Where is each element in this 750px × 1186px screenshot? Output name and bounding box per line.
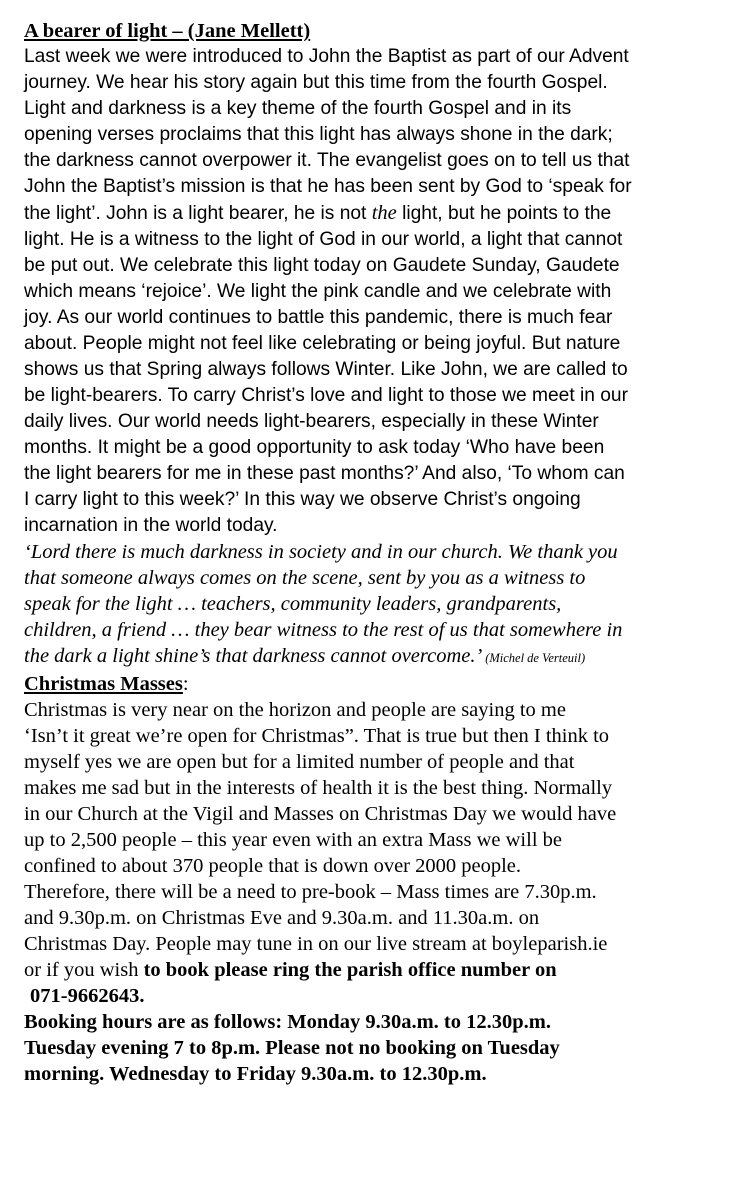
booking-instruction: to book please ring the parish office number on — [143, 959, 557, 981]
article-line-start: the light’. John is a light bearer, he is not — [24, 203, 372, 224]
quote-line: the dark a light shine’s that darkness cannot overcome.’ — [24, 645, 486, 667]
article-line-with-emphasis — [24, 200, 734, 227]
christmas-line: up to 2,500 people – this year even with an extra Mass we will be — [24, 829, 562, 851]
christmas-line: Christmas is very near on the horizon and people are saying to me — [24, 699, 566, 721]
booking-instruction-line — [24, 957, 734, 983]
booking-hours-line: Booking hours are as follows: Monday 9.30a.m. to 12.30p.m. — [24, 1011, 551, 1033]
article-line-end: light, but he points to the — [396, 203, 612, 224]
quote-line: speak for the light … teachers, community leaders, grandparents, — [24, 593, 562, 615]
article-title: A bearer of light – (Jane Mellett) — [24, 20, 311, 42]
article-body — [24, 44, 734, 539]
article-line: be light-bearers. To carry Christ’s love and light to those we meet in our — [24, 385, 628, 406]
christmas-line: in our Church at the Vigil and Masses on Christmas Day we would have — [24, 803, 617, 825]
article-line: incarnation in the world today. — [24, 515, 278, 536]
parish-phone-number: 071-9662643. — [30, 985, 145, 1007]
christmas-line: Christmas Day. People may tune in on our live stream at boyleparish.ie — [24, 933, 608, 955]
section-heading: Christmas Masses — [24, 673, 183, 695]
christmas-heading-line — [24, 671, 734, 697]
quote-line: children, a friend … they bear witness to the rest of us that somewhere in — [24, 619, 623, 641]
emphasized-word: the — [371, 202, 397, 224]
article-line: about. People might not feel like celebrating or being joyful. But nature — [24, 333, 621, 354]
christmas-line: Therefore, there will be a need to pre-book – Mass times are 7.30p.m. — [24, 881, 597, 903]
article-line: the light bearers for me in these past months?’ And also, ‘To whom can — [24, 463, 625, 484]
article-line: daily lives. Our world needs light-bearers, especially in these Winter — [24, 411, 599, 432]
bulletin-page — [24, 18, 734, 1087]
article-line: shows us that Spring always follows Winter. Like John, we are called to — [24, 359, 628, 380]
quote-line-last — [24, 643, 734, 671]
christmas-line: makes me sad but in the interests of health it is the best thing. Normally — [24, 777, 613, 799]
article-line: the darkness cannot overpower it. The evangelist goes on to tell us that — [24, 150, 630, 171]
article-line: be put out. We celebrate this light today on Gaudete Sunday, Gaudete — [24, 255, 620, 276]
quote-line: that someone always comes on the scene, sent by you as a witness to — [24, 567, 586, 589]
article-line: journey. We hear his story again but this time from the fourth Gospel. — [24, 72, 608, 93]
article-line: Light and darkness is a key theme of the fourth Gospel and in its — [24, 98, 572, 119]
article-line: which means ‘rejoice’. We light the pink candle and we celebrate with — [24, 281, 612, 302]
christmas-line: confined to about 370 people that is down over 2000 people. — [24, 855, 522, 877]
booking-hours-line: morning. Wednesday to Friday 9.30a.m. to 12.30p.m. — [24, 1063, 487, 1085]
article-line: Last week we were introduced to John the Baptist as part of our Advent — [24, 46, 629, 67]
christmas-section — [24, 671, 734, 1087]
quote-attribution: (Michel de Verteuil) — [485, 651, 586, 665]
article-line: I carry light to this week?’ In this way we observe Christ’s ongoing — [24, 489, 581, 510]
heading-colon: : — [182, 673, 189, 695]
article-line: joy. As our world continues to battle this pandemic, there is much fear — [24, 307, 613, 328]
christmas-line: ‘Isn’t it great we’re open for Christmas”. That is true but then I think to — [24, 725, 610, 747]
christmas-line: and 9.30p.m. on Christmas Eve and 9.30a.m. and 11.30a.m. on — [24, 907, 540, 929]
quote-line: ‘Lord there is much darkness in society and in our church. We thank you — [24, 541, 618, 563]
booking-hours-line: Tuesday evening 7 to 8p.m. Please not no booking on Tuesday — [24, 1037, 560, 1059]
article-line: light. He is a witness to the light of God in our world, a light that cannot — [24, 229, 623, 250]
article-line: months. It might be a good opportunity to ask today ‘Who have been — [24, 437, 605, 458]
booking-intro: or if you wish — [24, 959, 144, 981]
article-line: John the Baptist’s mission is that he has been sent by God to ‘speak for — [24, 176, 632, 197]
prayer-quote — [24, 539, 734, 671]
article-line: opening verses proclaims that this light has always shone in the dark; — [24, 124, 613, 145]
christmas-line: myself yes we are open but for a limited number of people and that — [24, 751, 575, 773]
